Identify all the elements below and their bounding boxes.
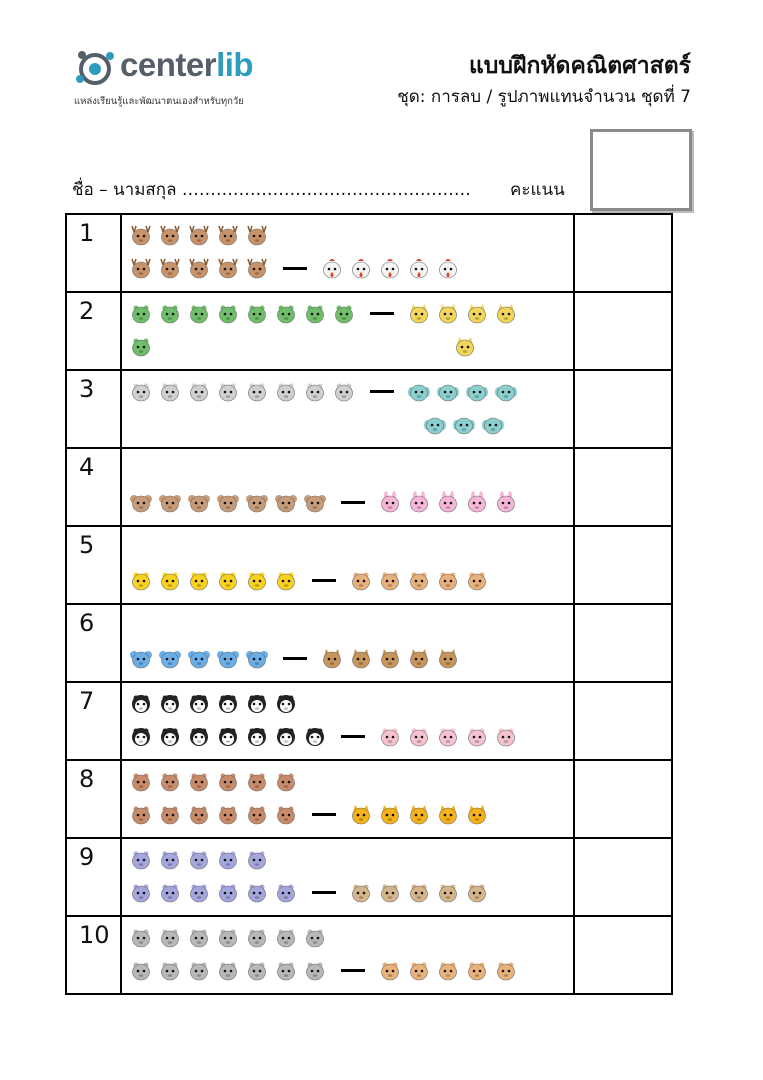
problem-number: 4 bbox=[66, 448, 121, 526]
minus-sign bbox=[370, 390, 394, 393]
elephant-icon bbox=[408, 380, 430, 402]
pig-icon bbox=[408, 725, 430, 747]
deer-icon bbox=[159, 224, 181, 246]
deer-icon bbox=[159, 257, 181, 279]
animal-row bbox=[424, 410, 511, 438]
cow-icon bbox=[304, 959, 326, 981]
deer-icon bbox=[246, 257, 268, 279]
chicken-icon bbox=[437, 257, 459, 279]
hippo-icon bbox=[130, 848, 152, 870]
chicken-icon bbox=[321, 257, 343, 279]
lion-icon bbox=[379, 803, 401, 825]
pig-icon bbox=[379, 725, 401, 747]
exercise-table bbox=[65, 213, 673, 995]
monkey-icon bbox=[159, 803, 181, 825]
penguin-icon bbox=[275, 692, 297, 714]
minus-sign bbox=[341, 969, 365, 972]
problem-row bbox=[66, 916, 672, 994]
monkey-icon bbox=[275, 770, 297, 792]
problem-number: 1 bbox=[66, 214, 121, 292]
koala-icon bbox=[275, 491, 297, 513]
hippo-icon bbox=[188, 881, 210, 903]
mouse-icon bbox=[159, 647, 181, 669]
problem-body bbox=[121, 604, 574, 682]
cow-icon bbox=[275, 926, 297, 948]
pig-icon bbox=[466, 725, 488, 747]
animal-row bbox=[130, 956, 524, 984]
frog-icon bbox=[304, 302, 326, 324]
problem-body bbox=[121, 214, 574, 292]
logo-wordmark: centerlib bbox=[120, 46, 254, 83]
cow-icon bbox=[188, 959, 210, 981]
penguin-icon bbox=[217, 692, 239, 714]
dog-icon bbox=[408, 647, 430, 669]
rabbit-icon bbox=[437, 491, 459, 513]
problem-body bbox=[121, 526, 574, 604]
deer-icon bbox=[217, 224, 239, 246]
monkey-icon bbox=[275, 803, 297, 825]
cow-icon bbox=[159, 959, 181, 981]
monkey-icon bbox=[188, 803, 210, 825]
problem-number: 9 bbox=[66, 838, 121, 916]
worksheet-subtitle: ชุด: การลบ / รูปภาพแทนจำนวน ชุดที่ 7 bbox=[397, 87, 691, 107]
cow-icon bbox=[246, 959, 268, 981]
mouse-icon bbox=[246, 647, 268, 669]
minus-sign bbox=[312, 579, 336, 582]
hippo-gray-icon bbox=[333, 380, 355, 402]
monkey-icon bbox=[246, 770, 268, 792]
problem-body bbox=[121, 292, 574, 370]
hippo-gray-icon bbox=[130, 380, 152, 402]
lion-icon bbox=[350, 803, 372, 825]
logo-mark-icon bbox=[72, 46, 118, 92]
animal-row bbox=[130, 800, 495, 828]
koala-icon bbox=[188, 491, 210, 513]
chicken-icon bbox=[379, 257, 401, 279]
hippo-icon bbox=[159, 881, 181, 903]
bear-icon bbox=[495, 959, 517, 981]
penguin-icon bbox=[246, 725, 268, 747]
penguin-icon bbox=[217, 725, 239, 747]
cat-icon bbox=[495, 302, 517, 324]
rabbit-icon bbox=[408, 491, 430, 513]
cat-icon bbox=[408, 302, 430, 324]
deer-icon bbox=[188, 224, 210, 246]
cow-icon bbox=[304, 926, 326, 948]
giraffe-icon bbox=[379, 569, 401, 591]
lion-icon bbox=[408, 803, 430, 825]
deer-icon bbox=[130, 257, 152, 279]
answer-cell[interactable] bbox=[574, 916, 672, 994]
koala-icon bbox=[217, 491, 239, 513]
elephant-icon bbox=[453, 413, 475, 435]
worksheet-title: แบบฝึกหัดคณิตศาสตร์ bbox=[468, 53, 691, 79]
koala-icon bbox=[159, 491, 181, 513]
duck-icon bbox=[159, 569, 181, 591]
elephant-icon bbox=[495, 380, 517, 402]
penguin-icon bbox=[130, 692, 152, 714]
problem-row bbox=[66, 760, 672, 838]
problem-number: 5 bbox=[66, 526, 121, 604]
problem-body bbox=[121, 682, 574, 760]
problem-body bbox=[121, 760, 574, 838]
monkey-icon bbox=[130, 803, 152, 825]
answer-cell[interactable] bbox=[574, 370, 672, 448]
problem-body bbox=[121, 916, 574, 994]
minus-sign bbox=[312, 813, 336, 816]
dog-icon bbox=[379, 647, 401, 669]
problem-number: 3 bbox=[66, 370, 121, 448]
chicken-icon bbox=[350, 257, 372, 279]
giraffe-icon bbox=[466, 569, 488, 591]
answer-cell[interactable] bbox=[574, 604, 672, 682]
bear-icon bbox=[437, 959, 459, 981]
hippo-icon bbox=[159, 848, 181, 870]
animal-row bbox=[130, 566, 495, 594]
lion-icon bbox=[466, 803, 488, 825]
problem-row bbox=[66, 292, 672, 370]
hippo-gray-icon bbox=[159, 380, 181, 402]
penguin-icon bbox=[159, 725, 181, 747]
koala-icon bbox=[304, 491, 326, 513]
hippo-icon bbox=[130, 881, 152, 903]
duck-icon bbox=[217, 569, 239, 591]
hippo-icon bbox=[275, 881, 297, 903]
animal-row bbox=[130, 254, 466, 282]
answer-cell[interactable] bbox=[574, 682, 672, 760]
minus-sign bbox=[312, 891, 336, 894]
cow-icon bbox=[217, 959, 239, 981]
elephant-icon bbox=[466, 380, 488, 402]
frog-icon bbox=[188, 302, 210, 324]
monkey-icon bbox=[246, 803, 268, 825]
pig-icon bbox=[495, 725, 517, 747]
cow-icon bbox=[130, 959, 152, 981]
problem-number: 10 bbox=[66, 916, 121, 994]
deer-icon bbox=[188, 257, 210, 279]
frog-icon bbox=[275, 302, 297, 324]
hippo-icon bbox=[217, 848, 239, 870]
animal-row bbox=[130, 722, 524, 750]
answer-cell[interactable] bbox=[574, 838, 672, 916]
problem-row bbox=[66, 214, 672, 292]
frog-icon bbox=[130, 335, 152, 357]
walrus-icon bbox=[408, 881, 430, 903]
animal-row bbox=[130, 845, 275, 873]
answer-cell[interactable] bbox=[574, 214, 672, 292]
problem-number: 8 bbox=[66, 760, 121, 838]
problem-row bbox=[66, 682, 672, 760]
duck-icon bbox=[246, 569, 268, 591]
logo-tagline: แหล่งเรียนรู้และพัฒนาตนเองสำหรับทุกวัย bbox=[74, 96, 244, 107]
penguin-icon bbox=[130, 725, 152, 747]
problem-body bbox=[121, 448, 574, 526]
mouse-icon bbox=[217, 647, 239, 669]
problem-row bbox=[66, 448, 672, 526]
penguin-icon bbox=[246, 692, 268, 714]
frog-icon bbox=[130, 302, 152, 324]
answer-cell[interactable] bbox=[574, 448, 672, 526]
monkey-icon bbox=[217, 803, 239, 825]
lion-icon bbox=[437, 803, 459, 825]
walrus-icon bbox=[466, 881, 488, 903]
dog-icon bbox=[321, 647, 343, 669]
minus-sign bbox=[283, 267, 307, 270]
mouse-icon bbox=[188, 647, 210, 669]
score-box[interactable] bbox=[590, 129, 692, 211]
problem-row bbox=[66, 526, 672, 604]
hippo-gray-icon bbox=[188, 380, 210, 402]
giraffe-icon bbox=[408, 569, 430, 591]
dog-icon bbox=[350, 647, 372, 669]
penguin-icon bbox=[304, 725, 326, 747]
cow-icon bbox=[130, 926, 152, 948]
name-field-label: ชื่อ – นามสกุล …………………………………………… bbox=[72, 180, 471, 200]
animal-row bbox=[130, 767, 304, 795]
minus-sign bbox=[370, 312, 394, 315]
hippo-icon bbox=[246, 848, 268, 870]
giraffe-icon bbox=[350, 569, 372, 591]
animal-row bbox=[130, 878, 495, 906]
chicken-icon bbox=[408, 257, 430, 279]
koala-icon bbox=[246, 491, 268, 513]
bear-icon bbox=[466, 959, 488, 981]
animal-row bbox=[454, 332, 483, 360]
monkey-icon bbox=[130, 770, 152, 792]
answer-cell[interactable] bbox=[574, 526, 672, 604]
score-label: คะแนน bbox=[510, 180, 565, 200]
rabbit-icon bbox=[379, 491, 401, 513]
answer-cell[interactable] bbox=[574, 292, 672, 370]
animal-row bbox=[130, 332, 159, 360]
deer-icon bbox=[130, 224, 152, 246]
deer-icon bbox=[246, 224, 268, 246]
penguin-icon bbox=[159, 692, 181, 714]
duck-icon bbox=[188, 569, 210, 591]
frog-icon bbox=[333, 302, 355, 324]
penguin-icon bbox=[275, 725, 297, 747]
rabbit-icon bbox=[466, 491, 488, 513]
bear-icon bbox=[379, 959, 401, 981]
hippo-icon bbox=[246, 881, 268, 903]
hippo-gray-icon bbox=[246, 380, 268, 402]
problem-number: 2 bbox=[66, 292, 121, 370]
cow-icon bbox=[188, 926, 210, 948]
deer-icon bbox=[217, 257, 239, 279]
elephant-icon bbox=[437, 380, 459, 402]
mouse-icon bbox=[130, 647, 152, 669]
problem-row bbox=[66, 370, 672, 448]
hippo-gray-icon bbox=[217, 380, 239, 402]
elephant-icon bbox=[482, 413, 504, 435]
problem-body bbox=[121, 838, 574, 916]
monkey-icon bbox=[217, 770, 239, 792]
minus-sign bbox=[341, 735, 365, 738]
walrus-icon bbox=[379, 881, 401, 903]
cat-icon bbox=[454, 335, 476, 357]
cat-icon bbox=[466, 302, 488, 324]
rabbit-icon bbox=[495, 491, 517, 513]
walrus-icon bbox=[350, 881, 372, 903]
walrus-icon bbox=[437, 881, 459, 903]
duck-icon bbox=[130, 569, 152, 591]
problem-number: 7 bbox=[66, 682, 121, 760]
cow-icon bbox=[246, 926, 268, 948]
animal-row bbox=[130, 221, 275, 249]
dog-icon bbox=[437, 647, 459, 669]
cat-icon bbox=[437, 302, 459, 324]
problem-body bbox=[121, 370, 574, 448]
animal-row bbox=[130, 923, 333, 951]
cow-icon bbox=[275, 959, 297, 981]
hippo-icon bbox=[188, 848, 210, 870]
cow-icon bbox=[217, 926, 239, 948]
problem-row bbox=[66, 604, 672, 682]
giraffe-icon bbox=[437, 569, 459, 591]
frog-icon bbox=[246, 302, 268, 324]
pig-icon bbox=[437, 725, 459, 747]
bear-icon bbox=[408, 959, 430, 981]
problem-row bbox=[66, 838, 672, 916]
animal-row bbox=[130, 644, 466, 672]
frog-icon bbox=[217, 302, 239, 324]
problem-number: 6 bbox=[66, 604, 121, 682]
minus-sign bbox=[283, 657, 307, 660]
frog-icon bbox=[159, 302, 181, 324]
penguin-icon bbox=[188, 725, 210, 747]
animal-row bbox=[130, 299, 524, 327]
centerlib-logo bbox=[72, 44, 312, 114]
hippo-gray-icon bbox=[304, 380, 326, 402]
animal-row bbox=[130, 488, 524, 516]
elephant-icon bbox=[424, 413, 446, 435]
hippo-gray-icon bbox=[275, 380, 297, 402]
animal-row bbox=[130, 689, 304, 717]
animal-row bbox=[130, 377, 524, 405]
monkey-icon bbox=[188, 770, 210, 792]
answer-cell[interactable] bbox=[574, 760, 672, 838]
minus-sign bbox=[341, 501, 365, 504]
koala-icon bbox=[130, 491, 152, 513]
hippo-icon bbox=[217, 881, 239, 903]
monkey-icon bbox=[159, 770, 181, 792]
penguin-icon bbox=[188, 692, 210, 714]
duck-icon bbox=[275, 569, 297, 591]
cow-icon bbox=[159, 926, 181, 948]
